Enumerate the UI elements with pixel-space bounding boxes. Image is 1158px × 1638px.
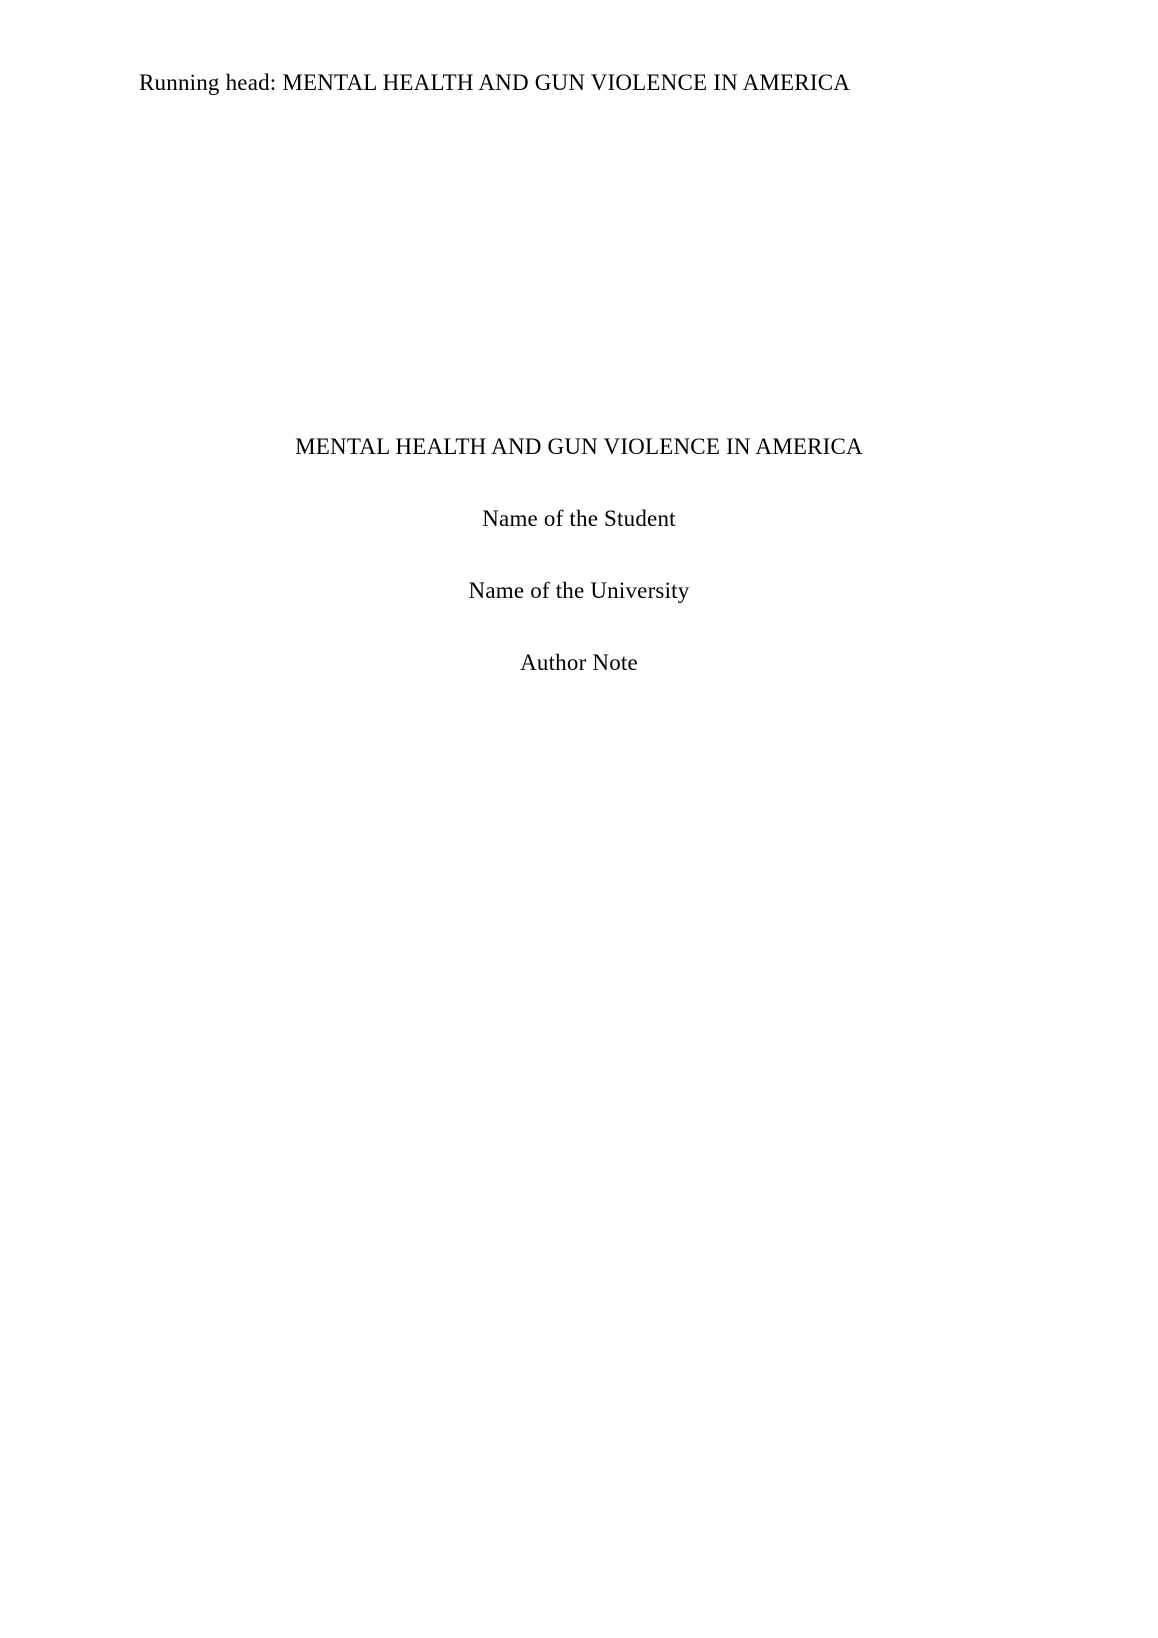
student-name-line: Name of the Student [482,506,676,531]
university-name-line: Name of the University [468,578,690,603]
author-note-heading: Author Note [520,650,638,675]
paper-title: MENTAL HEALTH AND GUN VIOLENCE IN AMERICA [295,434,863,459]
running-head: Running head: MENTAL HEALTH AND GUN VIOLENCE IN AMERICA [139,70,851,95]
